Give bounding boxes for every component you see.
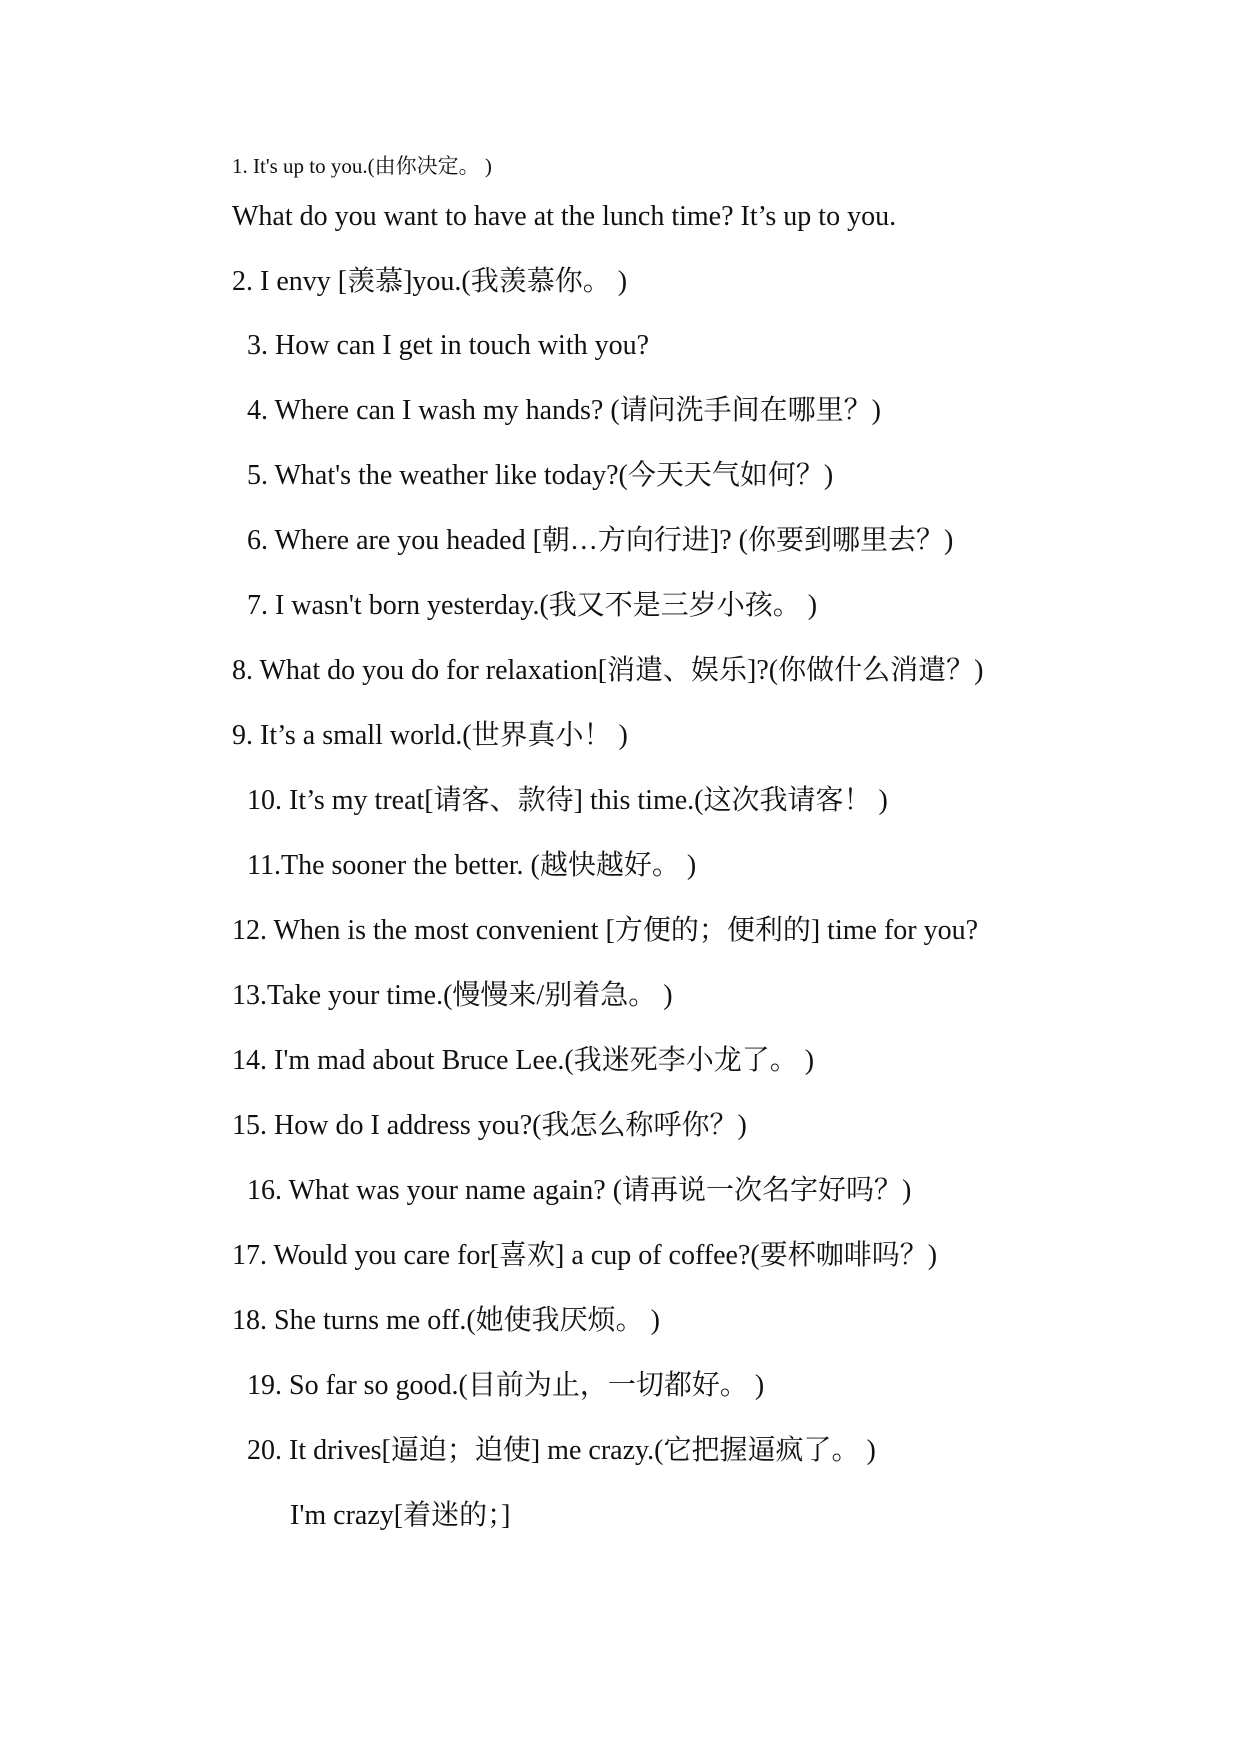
phrase-line-15: 15. How do I address you?(我怎么称呼你？) [232, 1110, 747, 1141]
phrase-line-3: 3. How can I get in touch with you? [247, 330, 650, 361]
phrase-line-19: 19. So far so good.(目前为止，一切都好。 ) [247, 1370, 765, 1401]
phrase-line-12: 12. When is the most convenient [方便的；便利的] time for you? [232, 915, 979, 946]
phrase-line-17: 17. Would you care for[喜欢] a cup of coffee?(要杯咖啡吗？) [232, 1240, 938, 1271]
phrase-line-5: 5. What's the weather like today?(今天天气如何？) [247, 460, 834, 491]
phrase-line-20: 20. It drives[逼迫；迫使] me crazy.(它把握逼疯了。 ) [247, 1435, 876, 1466]
phrase-line-13: 13.Take your time.(慢慢来/别着急。 ) [232, 980, 673, 1011]
phrase-line-11: 11.The sooner the better. (越快越好。 ) [247, 850, 697, 881]
phrase-line-10: 10. It’s my treat[请客、款待] this time.(这次我请客！ ) [247, 785, 888, 816]
phrase-line-9: 9. It’s a small world.(世界真小！ ) [232, 720, 628, 751]
phrase-line-1: 1. It's up to you.(由你决定。 ) [232, 154, 492, 178]
phrase-line-16: 16. What was your name again? (请再说一次名字好吗？) [247, 1175, 912, 1206]
phrase-line-7: 7. I wasn't born yesterday.(我又不是三岁小孩。 ) [247, 590, 818, 621]
phrase-line-8: 8. What do you do for relaxation[消遣、娱乐]?(你做什么消遣？) [232, 655, 984, 686]
phrase-example-20: I'm crazy[着迷的；] [290, 1500, 511, 1531]
phrase-line-4: 4. Where can I wash my hands? (请问洗手间在哪里？) [247, 395, 882, 426]
phrase-line-18: 18. She turns me off.(她使我厌烦。 ) [232, 1305, 660, 1336]
phrase-line-6: 6. Where are you headed [朝…方向行进]? (你要到哪里去？) [247, 525, 954, 556]
phrase-line-2: 2. I envy [羡慕]you.(我羡慕你。 ) [232, 266, 628, 297]
phrase-example-1: What do you want to have at the lunch time? It’s up to you. [232, 201, 897, 232]
phrase-line-14: 14. I'm mad about Bruce Lee.(我迷死李小龙了。 ) [232, 1045, 815, 1076]
